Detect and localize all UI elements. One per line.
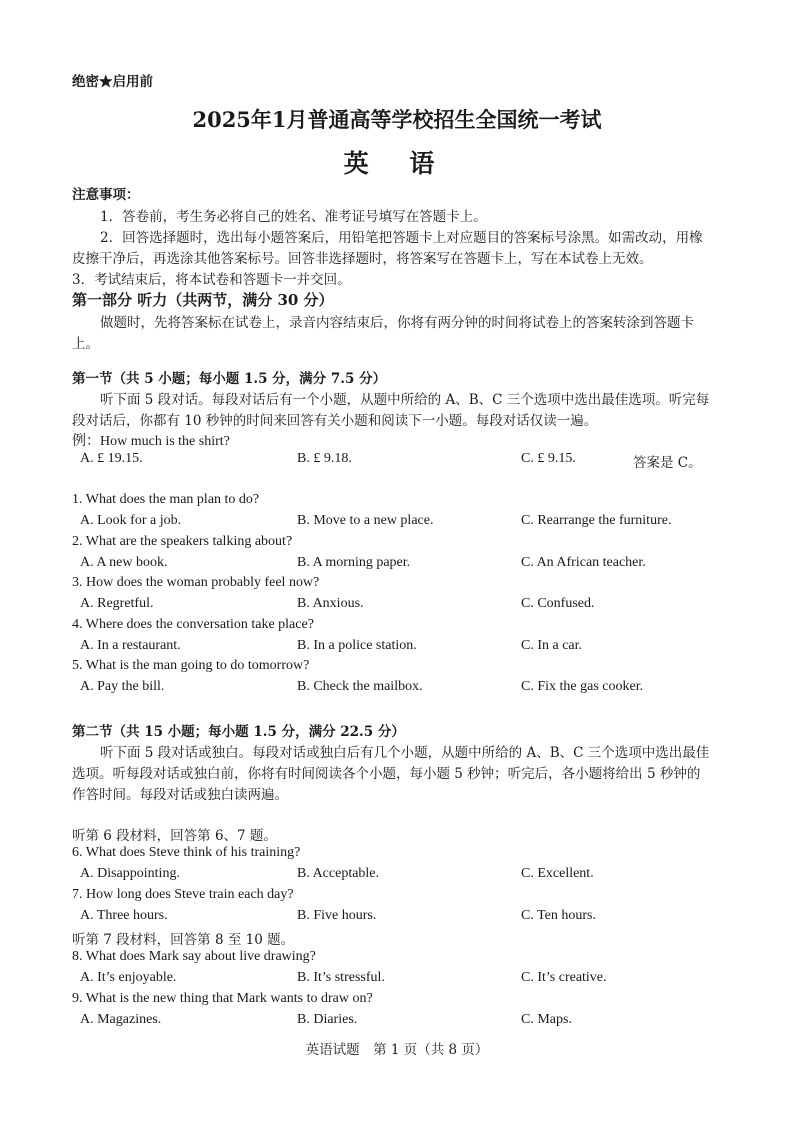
q1-option-b: B. Move to a new place. <box>297 513 434 528</box>
example-option-c: C. £ 9.15. <box>521 451 576 466</box>
notice-line-1: 1．答卷前，考生务必将自己的姓名、准考证号填写在答题卡上。 <box>100 209 487 225</box>
q9-option-b: B. Diaries. <box>297 1012 358 1027</box>
example-option-a: A. £ 19.15. <box>80 451 143 466</box>
q2-option-c: C. An African teacher. <box>521 555 646 570</box>
confidential-label: 绝密★启用前 <box>72 74 153 90</box>
section2-desc-c: 作答时间。每段对话或独白读两遍。 <box>72 787 288 803</box>
notice-heading: 注意事项： <box>72 187 140 203</box>
q9-option-c: C. Maps. <box>521 1012 572 1027</box>
question-5: 5. What is the man going to do tomorrow? <box>72 658 310 673</box>
material-7-label: 听第 7 段材料，回答第 8 至 10 题。 <box>72 932 295 948</box>
notice-line-2b: 皮擦干净后，再选涂其他答案标号。回答非选择题时，将答案写在答题卡上，写在本试卷上无效。 <box>72 251 653 267</box>
notice-line-2a: 2．回答选择题时，选出每小题答案后，用铅笔把答题卡上对应题目的答案标号涂黑。如需改动，用橡 <box>100 230 703 246</box>
page-footer: 英语试题 第 1 页（共 8 页） <box>305 1042 489 1058</box>
q6-option-c: C. Excellent. <box>521 866 594 881</box>
q7-option-c: C. Ten hours. <box>521 908 596 923</box>
part1-desc-b: 上。 <box>72 336 99 352</box>
q5-option-c: C. Fix the gas cooker. <box>521 679 644 694</box>
question-1: 1. What does the man plan to do? <box>72 492 260 507</box>
question-2: 2. What are the speakers talking about? <box>72 534 293 549</box>
question-9: 9. What is the new thing that Mark wants to draw on? <box>72 991 373 1006</box>
question-3: 3. How does the woman probably feel now? <box>72 575 320 590</box>
q7-option-a: A. Three hours. <box>80 908 168 923</box>
q8-option-c: C. It’s creative. <box>521 970 607 985</box>
q9-option-a: A. Magazines. <box>80 1012 162 1027</box>
q2-option-a: A. A new book. <box>80 555 168 570</box>
section1-desc-b: 段对话后，你都有 10 秒钟的时间来回答有关小题和阅读下一小题。每段对话仅读一遍。 <box>72 413 598 429</box>
exam-title: 2025年1月普通高等学校招生全国统一考试 <box>192 107 602 132</box>
q7-option-b: B. Five hours. <box>297 908 377 923</box>
q1-option-a: A. Look for a job. <box>80 513 182 528</box>
section2-desc-a: 听下面 5 段对话或独白。每段对话或独白后有几个小题，从题中所给的 A、B、C 三个选项中选出最佳 <box>100 745 710 761</box>
q5-option-a: A. Pay the bill. <box>80 679 165 694</box>
part1-heading: 第一部分 听力（共两节，满分 30 分） <box>72 291 334 309</box>
section1-heading: 第一节（共 5 小题；每小题 1.5 分，满分 7.5 分） <box>72 371 387 387</box>
q4-option-c: C. In a car. <box>521 638 583 653</box>
section2-heading: 第二节（共 15 小题；每小题 1.5 分，满分 22.5 分） <box>72 724 405 740</box>
q5-option-b: B. Check the mailbox. <box>297 679 423 694</box>
q2-option-b: B. A morning paper. <box>297 555 411 570</box>
question-6: 6. What does Steve think of his training? <box>72 845 301 860</box>
q3-option-a: A. Regretful. <box>80 596 154 611</box>
question-8: 8. What does Mark say about live drawing? <box>72 949 316 964</box>
q3-option-c: C. Confused. <box>521 596 595 611</box>
part1-desc-a: 做题时，先将答案标在试卷上，录音内容结束后，你将有两分钟的时间将试卷上的答案转涂到答题卡 <box>100 315 694 331</box>
section1-desc-a: 听下面 5 段对话。每段对话后有一个小题，从题中所给的 A、B、C 三个选项中选出最佳选项。听完每 <box>100 392 710 408</box>
question-7: 7. How long does Steve train each day? <box>72 887 294 902</box>
example-answer: 答案是 C。 <box>633 455 702 471</box>
material-6-label: 听第 6 段材料，回答第 6、7 题。 <box>72 828 277 844</box>
q3-option-b: B. Anxious. <box>297 596 364 611</box>
q4-option-a: A. In a restaurant. <box>80 638 181 653</box>
q4-option-b: B. In a police station. <box>297 638 417 653</box>
example-question: 例：How much is the shirt? <box>72 434 230 449</box>
example-option-b: B. £ 9.18. <box>297 451 352 466</box>
notice-line-3: 3．考试结束后，将本试卷和答题卡一并交回。 <box>72 272 351 288</box>
subject-title: 英 语 <box>343 149 451 178</box>
q6-option-b: B. Acceptable. <box>297 866 380 881</box>
section2-desc-b: 选项。听每段对话或独白前，你将有时间阅读各个小题，每小题 5 秒钟；听完后，各小题将给出 5 秒钟的 <box>72 766 701 782</box>
q8-option-b: B. It’s stressful. <box>297 970 385 985</box>
q1-option-c: C. Rearrange the furniture. <box>521 513 672 528</box>
q8-option-a: A. It’s enjoyable. <box>80 970 177 985</box>
q6-option-a: A. Disappointing. <box>80 866 180 881</box>
question-4: 4. Where does the conversation take place? <box>72 617 314 632</box>
